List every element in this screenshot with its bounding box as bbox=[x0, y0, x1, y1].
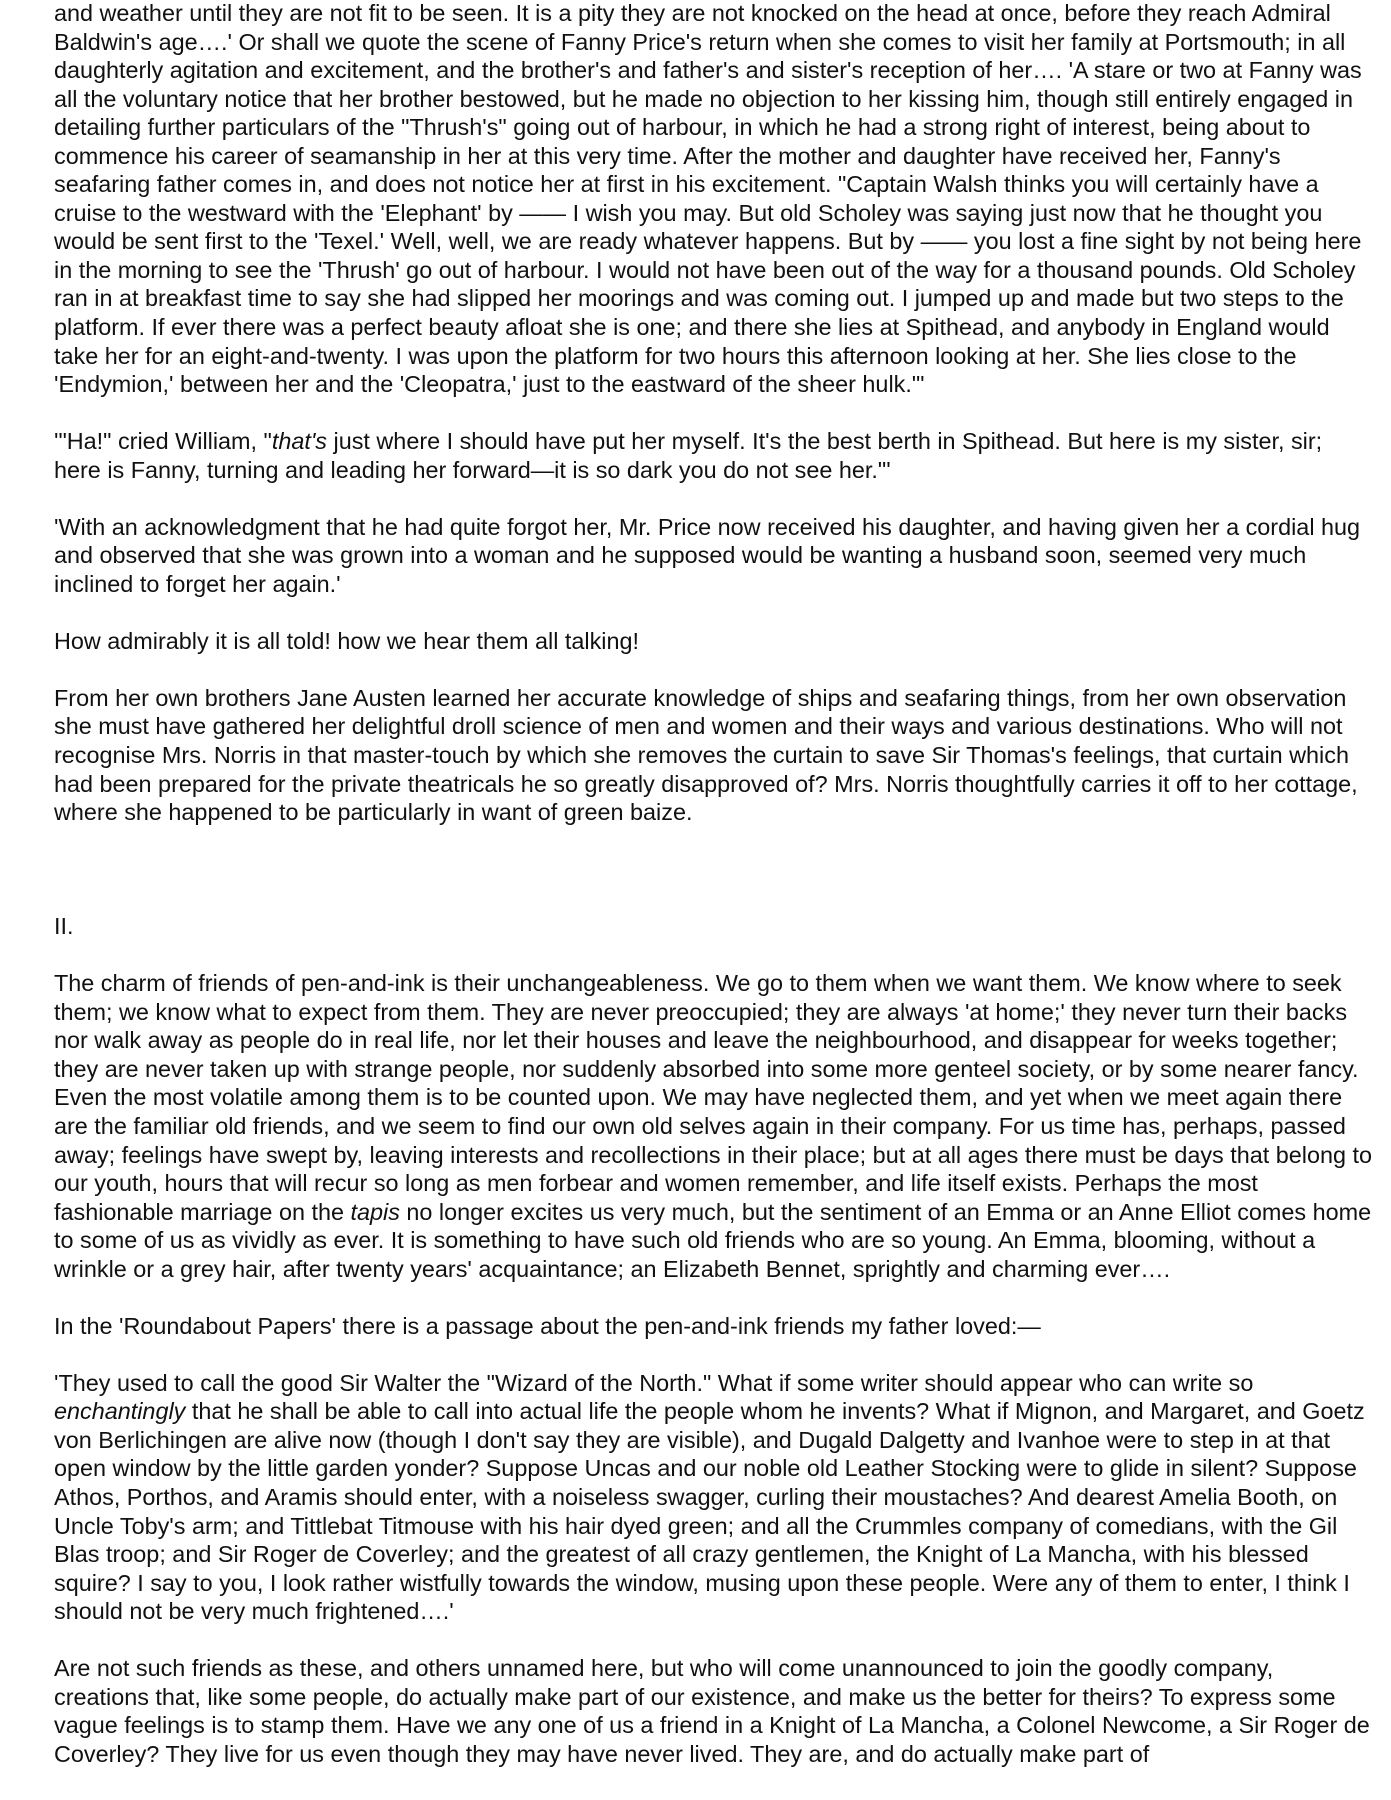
italic-text: that's bbox=[271, 428, 328, 455]
document-page bbox=[54, 0, 1374, 1797]
text-section-part1 bbox=[54, 0, 1374, 827]
text-run: that he shall be able to call into actual life the people whom he invents? What if Mignon, and Margaret, and Goetz von Berlichingen are alive now (though I don't say they are visible), and Dugald Dalgetty and Ivanhoe were to step in at that open window by the little garden yonder? Suppose Uncas and our noble old Leather Stocking were to glide in silent? Suppose Athos, Porthos, and Aramis should enter, with a noiseless swagger, curling their moustaches? And dearest Amelia Booth, on Uncle Toby's arm; and Tittlebat Titmouse with his hair dyed green; and all the Crummles company of comedians, with the Gil Blas troop; and Sir Roger de Coverley; and the greatest of all crazy gentlemen, the Knight of La Mancha, with his blessed squire? I say to you, I look rather wistfully towards the window, musing upon these people. Were any of them to enter, I think I should not be very much frightened….' bbox=[54, 1398, 1365, 1625]
text-run: 'They used to call the good Sir Walter the "Wizard of the North." What if some writer should appear who can write so bbox=[54, 1369, 1254, 1396]
text-run: no longer excites us very much, but the sentiment of an Emma or an Anne Elliot comes home to some of us as vividly as ever. It is something to have such old friends who are so young. An Emma, blooming, without a wrinkle or a grey hair, after twenty years' acquaintance; an Elizabeth Bennet, sprightly and charming ever…. bbox=[54, 1198, 1372, 1282]
section-spacer bbox=[54, 855, 1374, 912]
paragraph bbox=[54, 427, 1374, 484]
text-run: and weather until they are not fit to be seen. It is a pity they are not knocked on the head at once, before they reach Admiral Baldwin's age….' Or shall we quote the scene of Fanny Price's return when she comes to visit her family at Portsmouth; in all daughterly agitation and excitement, and the brother's and father's and sister's reception of her…. 'A stare or two at Fanny was all the voluntary notice that her brother bestowed, but he made no objection to her kissing him, though still entirely engaged in detailing further particulars of the "Thrush's" going out of harbour, in which he had a strong right of interest, being about to commence his career of seamanship in her at this very time. After the mother and daughter have received her, Fanny's seafaring father comes in, and does not notice her at first in his excitement. "Captain Walsh thinks you will certainly have a cruise to the westward with the 'Elephant' by —— I wish you may. But old Scholey was saying just now that he thought you would be sent first to the 'Texel.' Well, well, we are ready whatever happens. But by —— you lost a fine sight by not being here in the morning to see the 'Thrush' go out of harbour. I would not have been out of the way for a thousand pounds. Old Scholey ran in at breakfast time to say she had slipped her moorings and was coming out. I jumped up and made but two steps to the platform. If ever there was a perfect beauty afloat she is one; and there she lies at Spithead, and anybody in England would take her for an eight-and-twenty. I was upon the platform for two hours this afternoon looking at her. She lies close to the 'Endymion,' between her and the 'Cleopatra,' just to the eastward of the sheer hulk."' bbox=[54, 0, 1362, 398]
text-run: 'With an acknowledgment that he had quite forgot her, Mr. Price now received his daughter, and having given her a cordial hug and observed that she was grown into a woman and he supposed would be wanting a husband soon, seemed very much inclined to forget her again.' bbox=[54, 513, 1361, 597]
text-run: Are not such friends as these, and others unnamed here, but who will come unannounced to join the goodly company, creations that, like some people, do actually make part of our existence, and make us the better for theirs? To express some vague feelings is to stamp them. Have we any one of us a friend in a Knight of La Mancha, a Colonel Newcome, a Sir Roger de Coverley? They live for us even though they may have never lived. They are, and do actually make part of bbox=[54, 1655, 1370, 1767]
paragraph bbox=[54, 969, 1374, 1283]
paragraph bbox=[54, 1369, 1374, 1626]
text-run: In the 'Roundabout Papers' there is a passage about the pen-and-ink friends my father loved:— bbox=[54, 1312, 1041, 1339]
paragraph bbox=[54, 1312, 1374, 1341]
italic-text: tapis bbox=[350, 1198, 400, 1225]
section-heading: II. bbox=[54, 913, 74, 940]
paragraph bbox=[54, 513, 1374, 599]
text-run: just where I should have put her myself. It's the best berth in Spithead. But here is my sister, sir; here is Fanny, turning and leading her forward—it is so dark you do not see her."' bbox=[54, 428, 1323, 483]
paragraph bbox=[54, 627, 1374, 656]
paragraph bbox=[54, 684, 1374, 827]
paragraph bbox=[54, 1654, 1374, 1768]
text-run: From her own brothers Jane Austen learned her accurate knowledge of ships and seafaring things, from her own observation she must have gathered her delightful droll science of men and women and their ways and various destinations. Who will not recognise Mrs. Norris in that master-touch by which she removes the curtain to save Sir Thomas's feelings, that curtain which had been prepared for the private theatricals he so greatly disapproved of? Mrs. Norris thoughtfully carries it off to her cottage, where she happened to be particularly in want of green baize. bbox=[54, 684, 1358, 826]
text-run: '"Ha!" cried William, " bbox=[54, 428, 272, 455]
paragraph bbox=[54, 0, 1374, 399]
italic-text: enchantingly bbox=[54, 1398, 186, 1425]
text-section-part2 bbox=[54, 969, 1374, 1768]
text-run: The charm of friends of pen-and-ink is their unchangeableness. We go to them when we want them. We know where to seek them; we know what to expect from them. They are never preoccupied; they are always 'at home;' they never turn their backs nor walk away as people do in real life, nor let their houses and leave the neighbourhood, and disappear for weeks together; they are never taken up with strange people, nor suddenly absorbed into some more genteel society, or by some nearer fancy. Even the most volatile among them is to be counted upon. We may have neglected them, and yet when we meet again there are the familiar old friends, and we seem to find our own old selves again in their company. For us time has, perhaps, passed away; feelings have swept by, leaving interests and recollections in their place; but at all ages there must be days that belong to our youth, hours that will recur so long as men forbear and women remember, and life itself exists. Perhaps the most fashionable marriage on the bbox=[54, 970, 1373, 1225]
text-run: How admirably it is all told! how we hear them all talking! bbox=[54, 627, 640, 654]
